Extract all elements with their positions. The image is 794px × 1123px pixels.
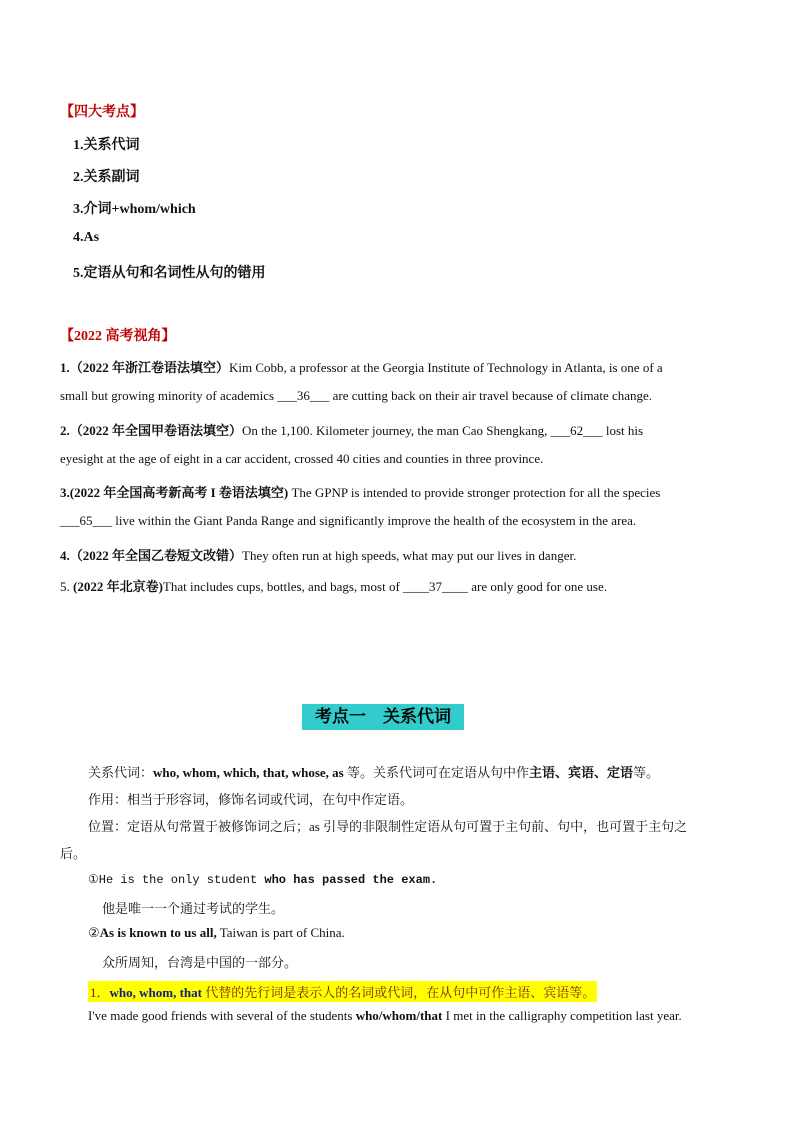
question-text: Kim Cobb, a professor at the Georgia Institute of Technology in Atlanta, is one of a: [229, 360, 663, 375]
list-item: 1.关系代词: [73, 138, 140, 153]
list-item: 4.As: [73, 230, 100, 245]
question-5: [60, 576, 607, 595]
question-source: （2022 年全国甲卷语法填空）: [69, 423, 243, 438]
pronoun-list: who, whom, which, that, whose, as: [153, 765, 344, 780]
functions: 主语、宾语、定语: [528, 765, 633, 780]
section-heading-four-points: 【四大考点】: [60, 105, 144, 120]
rule-1-highlight: [88, 981, 597, 1002]
example-text: Taiwan is part of China.: [216, 925, 345, 940]
question-number: 1.: [60, 360, 70, 375]
text: 等。关系代词可在定语从句中作: [343, 765, 529, 780]
rule-text: 代替的先行词是表示人的名词或代词，在从句中可作主语、宾语等。: [201, 985, 596, 1000]
rule-number: 1．: [90, 985, 110, 1000]
paragraph-position-line-1: 位置：定语从句常置于被修饰词之后；as 引导的非限制性定语从句可置于主句前、句中，也可置于主句之: [88, 819, 688, 834]
paragraph-definition: [88, 762, 659, 781]
example-text: ①He is the only student: [88, 873, 265, 887]
question-source: (2022 年北京卷): [73, 579, 163, 594]
rule-pronouns: who, whom, that: [109, 985, 202, 1000]
list-item: 3.介词+whom/which: [73, 202, 196, 217]
list-item: 5.定语从句和名词性从句的错用: [73, 266, 266, 281]
question-source: 3.(2022 年全国高考新高考 I 卷语法填空): [60, 485, 289, 500]
example-3: [88, 1008, 682, 1024]
section-heading-2022-exam: 【2022 高考视角】: [60, 329, 176, 344]
example-text: I met in the calligraphy competition last year.: [442, 1008, 682, 1023]
question-3-line-1: [60, 482, 660, 501]
question-2-line-2: eyesight at the age of eight in a car accident, crossed 40 cities and counties in three province.: [60, 451, 544, 466]
question-source: （2022 年全国乙卷短文改错）: [69, 548, 243, 563]
example-marker: ②: [88, 925, 100, 940]
question-source: （2022 年浙江卷语法填空）: [69, 360, 230, 375]
example-2: [88, 925, 345, 941]
example-emphasis: who has passed the exam.: [264, 873, 438, 887]
question-2-line-1: [60, 420, 643, 439]
question-1-line-2: small but growing minority of academics ___36___ are cutting back on their air travel because of climate change.: [60, 388, 653, 403]
question-text: That includes cups, bottles, and bags, most of ____37____ are only good for one use.: [162, 579, 608, 594]
example-text: I've made good friends with several of the students: [88, 1008, 356, 1023]
topic-banner: 考点一 关系代词: [302, 704, 464, 730]
example-1-translation: 他是唯一一个通过考试的学生。: [102, 901, 285, 916]
paragraph-function: 作用：相当于形容词，修饰名词或代词，在句中作定语。: [88, 792, 414, 807]
question-4: [60, 545, 576, 564]
list-item: 2.关系副词: [73, 170, 140, 185]
paragraph-position-line-2: 后。: [60, 846, 87, 861]
question-3-line-2: ___65___ live within the Giant Panda Range and significantly improve the health of the ecosystem in the area.: [60, 513, 637, 528]
question-text: The GPNP is intended to provide stronger protection for all the species: [291, 485, 661, 500]
question-number: 2.: [60, 423, 70, 438]
example-2-translation: 众所周知，台湾是中国的一部分。: [102, 955, 298, 970]
question-1-line-1: [60, 357, 663, 376]
text: 等。: [633, 765, 660, 780]
example-emphasis: As is known to us all,: [99, 925, 217, 940]
question-text: On the 1,100. Kilometer journey, the man Cao Shengkang, ___62___ lost his: [242, 423, 644, 438]
example-1: [88, 872, 437, 887]
example-emphasis: who/whom/that: [355, 1008, 443, 1023]
label: 关系代词：: [88, 765, 154, 780]
question-number: 4.: [60, 548, 70, 563]
question-text: They often run at high speeds, what may put our lives in danger.: [242, 548, 577, 563]
question-number: 5.: [60, 579, 73, 594]
